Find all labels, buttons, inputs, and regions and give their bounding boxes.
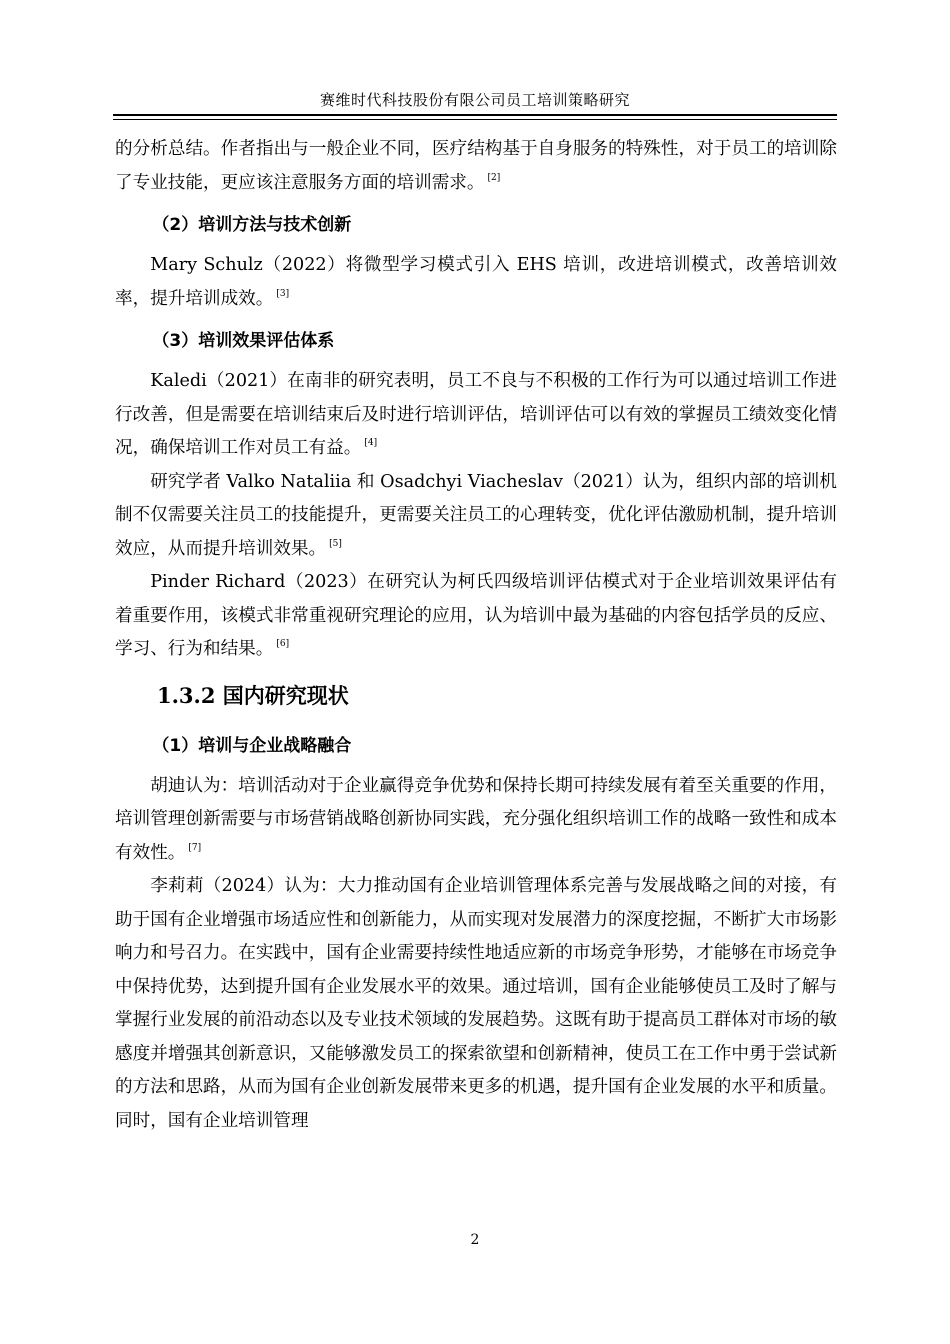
subheading: （3）培训效果评估体系 — [152, 331, 335, 351]
body-text — [115, 133, 837, 1138]
page-number: 2 — [470, 1232, 480, 1248]
citation: [6] — [276, 639, 290, 649]
paragraph: 李莉莉（2024）认为：大力推动国有企业培训管理体系完善与发展战略之间的对接，有助于国有企业增强市场适应性和创新能力，从而实现对发展潜力的深度挖掘，不断扩大市场影响力和号召力。在实践中，国有企业需要持续性地适应新的市场竞争形势，才能够在市场竞争中保持优势，达到提升国有企业发展水平的效果。通过培训，国有企业能够使员工及时了解与掌握行业发展的前沿动态以及专业技术领域的发展趋势。这既有助于提高员工群体对市场的敏感度并增强其创新意识，又能够激发员工的探索欲望和创新精神，使员工在工作中勇于尝试新的方法和思路，从而为国有企业创新发展带来更多的机遇，提升国有企业发展的水平和质量。同时，国有企业培训管理 — [115, 876, 837, 1131]
citation: [5] — [329, 538, 342, 549]
citation: [2] — [487, 172, 501, 183]
subheading: （1）培训与企业战略融合 — [152, 735, 352, 756]
header-rule — [113, 114, 837, 116]
paragraph: Kaledi（2021）在南非的研究表明，员工不良与不积极的工作行为可以通过培训工作进行改善，但是需要在培训结束后及时进行培训评估，培训评估可以有效的掌握员工绩效变化情况，确保培训工作对员工有益。 [4] — [115, 371, 837, 458]
paragraph: Pinder Richard（2023）在研究认为柯氏四级培训评估模式对于企业培训效果评估有着重要作用，该模式非常重视研究理论的应用，认为培训中最为基础的内容包括学员的反应、学习、行为和结果。 [6] — [115, 572, 837, 659]
header-rule-thin — [113, 119, 837, 120]
citation: [4] — [364, 438, 378, 448]
citation: [7] — [188, 842, 202, 853]
paragraph: 的分析总结。作者指出与一般企业不同，医疗结构基于自身服务的特殊性，对于员工的培训除了专业技能，更应该注意服务方面的培训需求。 [2] — [115, 139, 837, 193]
running-header: 赛维时代科技股份有限公司员工培训策略研究 — [319, 91, 630, 109]
citation: [3] — [276, 288, 290, 299]
paragraph: Mary Schulz（2022）将微型学习模式引入 EHS 培训，改进培训模式，改善培训效率，提升培训成效。 [3] — [115, 255, 837, 309]
section-heading: 1.3.2 国内研究现状 — [157, 682, 349, 708]
paragraph: 胡迪认为：培训活动对于企业赢得竞争优势和保持长期可持续发展有着至关重要的作用，培训管理创新需要与市场营销战略创新协同实践，充分强化组织培训工作的战略一致性和成本有效性。 [7] — [115, 775, 837, 863]
paragraph: 研究学者 Valko Nataliia 和 Osadchyi Viacheslav（2021）认为，组织内部的培训机制不仅需要关注员工的技能提升，更需要关注员工的心理转变，优化评估激励机制，提升培训效应，从而提升培训效果。 [5] — [115, 471, 837, 559]
subheading: （2）培训方法与技术创新 — [152, 215, 352, 235]
